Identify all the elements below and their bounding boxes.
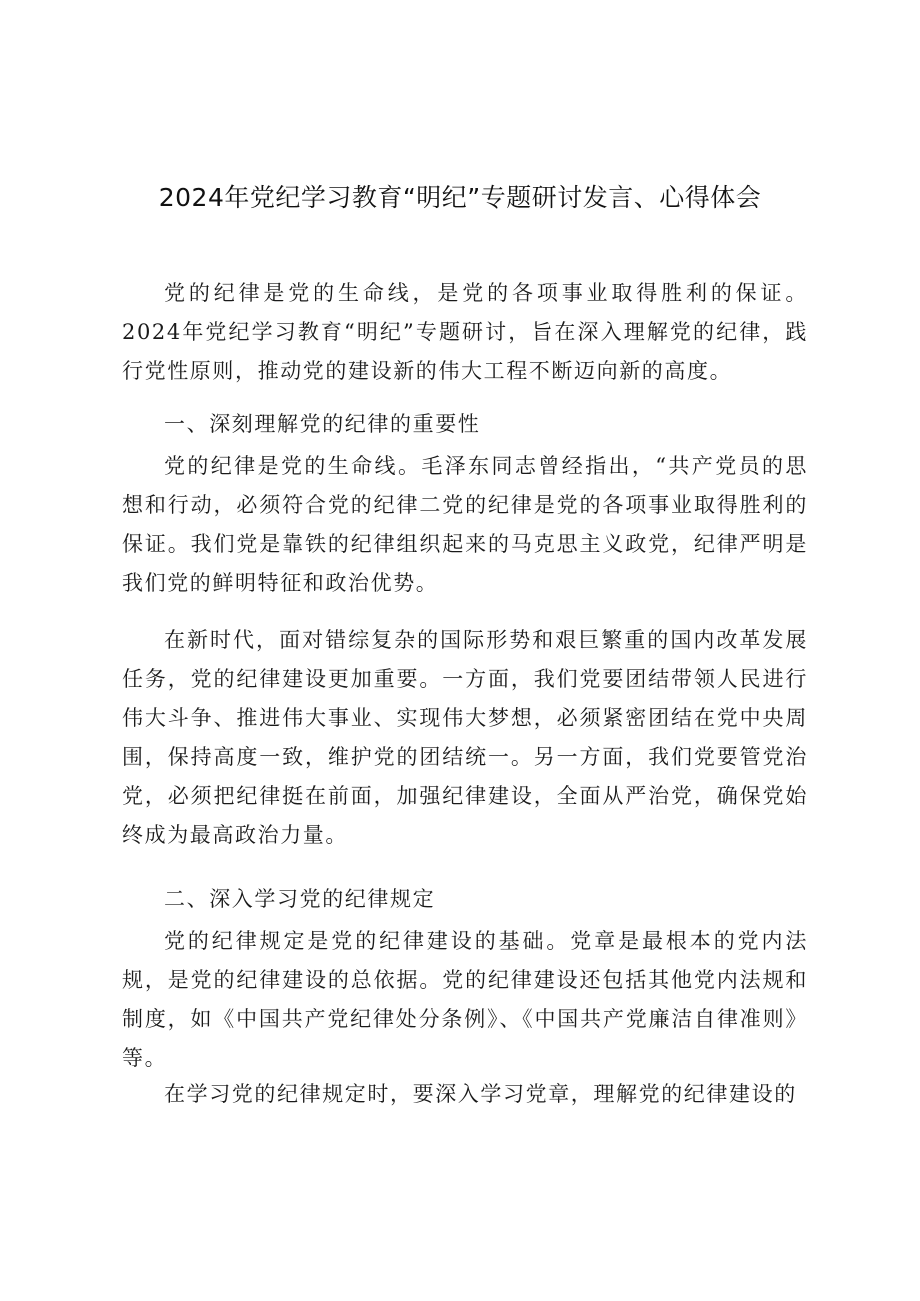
- paragraph-4: 在学习党的纪律规定时，要深入学习党章，理解党的纪律建设的: [164, 1082, 797, 1106]
- paragraph-3: 党的纪律规定是党的纪律建设的基础。党章是最根本的党内法规，是党的纪律建设的总依据。党的纪律建设还包括其他党内法规和制度，如《中国共产党纪律处分条例》、《中国共产党廉洁自律准则》等。: [122, 929, 808, 1070]
- section-heading-1: 一、深刻理解党的纪律的重要性: [164, 412, 481, 436]
- paragraph-1: 党的纪律是党的生命线。毛泽东同志曾经指出，“共产党员的思想和行动，必须符合党的纪律二党的纪律是党的各项事业取得胜利的保证。我们党是靠铁的纪律组织起来的马克思主义政党，纪律严明是我们党的鲜明特征和政治优势。: [122, 454, 808, 595]
- paragraph-2: 在新时代，面对错综复杂的国际形势和艰巨繁重的国内改革发展任务，党的纪律建设更加重要。一方面，我们党要团结带领人民进行伟大斗争、推进伟大事业、实现伟大梦想，必须紧密团结在党中央周围，保持高度一致，维护党的团结统一。另一方面，我们党要管党治党，必须把纪律挺在前面，加强纪律建设，全面从严治党，确保党始终成为最高政治力量。: [122, 628, 808, 847]
- document-title: 2024年党纪学习教育“明纪”专题研讨发言、心得体会: [158, 183, 762, 212]
- paragraph-intro: 党的纪律是党的生命线，是党的各项事业取得胜利的保证。2024年党纪学习教育“明纪”专题研讨，旨在深入理解党的纪律，践行党性原则，推动党的建设新的伟大工程不断迈向新的高度。: [122, 281, 808, 383]
- section-heading-2: 二、深入学习党的纪律规定: [164, 887, 436, 911]
